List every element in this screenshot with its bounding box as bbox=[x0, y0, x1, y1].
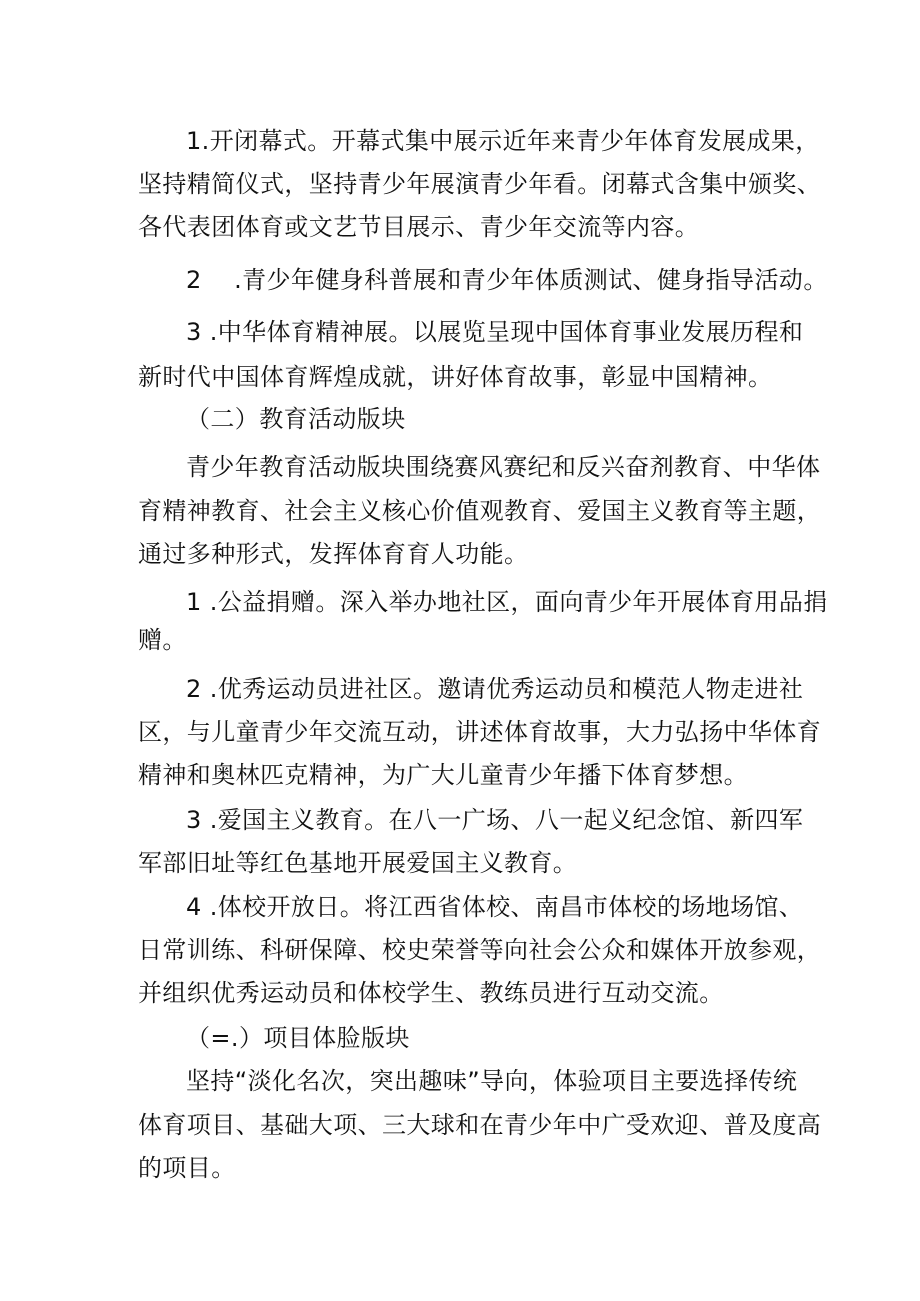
paragraph-line: 1 .公益捐赠。深入举办地社区，面向青少年开展体育用品捐 bbox=[186, 588, 828, 616]
paragraph-line: 4 .体校开放日。将江西省体校、南昌市体校的场地场馆、 bbox=[186, 893, 804, 921]
paragraph-line: 1.开闭幕式。开幕式集中展示近年来青少年体育发展成果， bbox=[186, 127, 820, 155]
paragraph-line: 通过多种形式，发挥体育育人功能。 bbox=[138, 540, 529, 568]
section-heading: （二）教育活动版块 bbox=[186, 405, 406, 433]
paragraph-line: 坚持精简仪式，坚持青少年展演青少年看。闭幕式含集中颁奖、 bbox=[138, 170, 822, 198]
paragraph-line: 赠。 bbox=[138, 626, 187, 654]
paragraph-line: 坚持“淡化名次，突出趣味”导向，体验项目主要选择传统 bbox=[186, 1067, 798, 1095]
paragraph-line: 各代表团体育或文艺节目展示、青少年交流等内容。 bbox=[138, 213, 700, 241]
paragraph-line: 3 .爱国主义教育。在八一广场、八一起义纪念馆、新四军 bbox=[186, 806, 804, 834]
paragraph-line: 并组织优秀运动员和体校学生、教练员进行互动交流。 bbox=[138, 979, 724, 1007]
paragraph-line: 军部旧址等红色基地开展爱国主义教育。 bbox=[138, 849, 578, 877]
section-heading: （=.）项目体脸版块 bbox=[186, 1024, 410, 1052]
paragraph-line: 的项目。 bbox=[138, 1154, 236, 1182]
paragraph-line: 育精神教育、社会主义核心价值观教育、爱国主义教育等主题， bbox=[138, 497, 822, 525]
paragraph-line: 体育项目、基础大项、三大球和在青少年中广受欢迎、普及度高 bbox=[138, 1111, 822, 1139]
paragraph-line: 2 .优秀运动员进社区。邀请优秀运动员和模范人物走进社 bbox=[186, 675, 804, 703]
paragraph-line: 3 .中华体育精神展。以展览呈现中国体育事业发展历程和 bbox=[186, 318, 804, 346]
paragraph-line: 区，与儿童青少年交流互动，讲述体育故事，大力弘扬中华体育 bbox=[138, 718, 822, 746]
paragraph-line: 日常训练、科研保障、校史荣誉等向社会公众和媒体开放参观， bbox=[138, 936, 822, 964]
paragraph-line: 精神和奥林匹克精神，为广大儿童青少年播下体育梦想。 bbox=[138, 761, 748, 789]
paragraph-line: 新时代中国体育辉煌成就，讲好体育故事，彰显中国精神。 bbox=[138, 363, 773, 391]
paragraph-line: 2 .青少年健身科普展和青少年体质测试、健身指导活动。 bbox=[186, 266, 828, 294]
paragraph-line: 青少年教育活动版块围绕赛风赛纪和反兴奋剂教育、中华体 bbox=[186, 453, 821, 481]
